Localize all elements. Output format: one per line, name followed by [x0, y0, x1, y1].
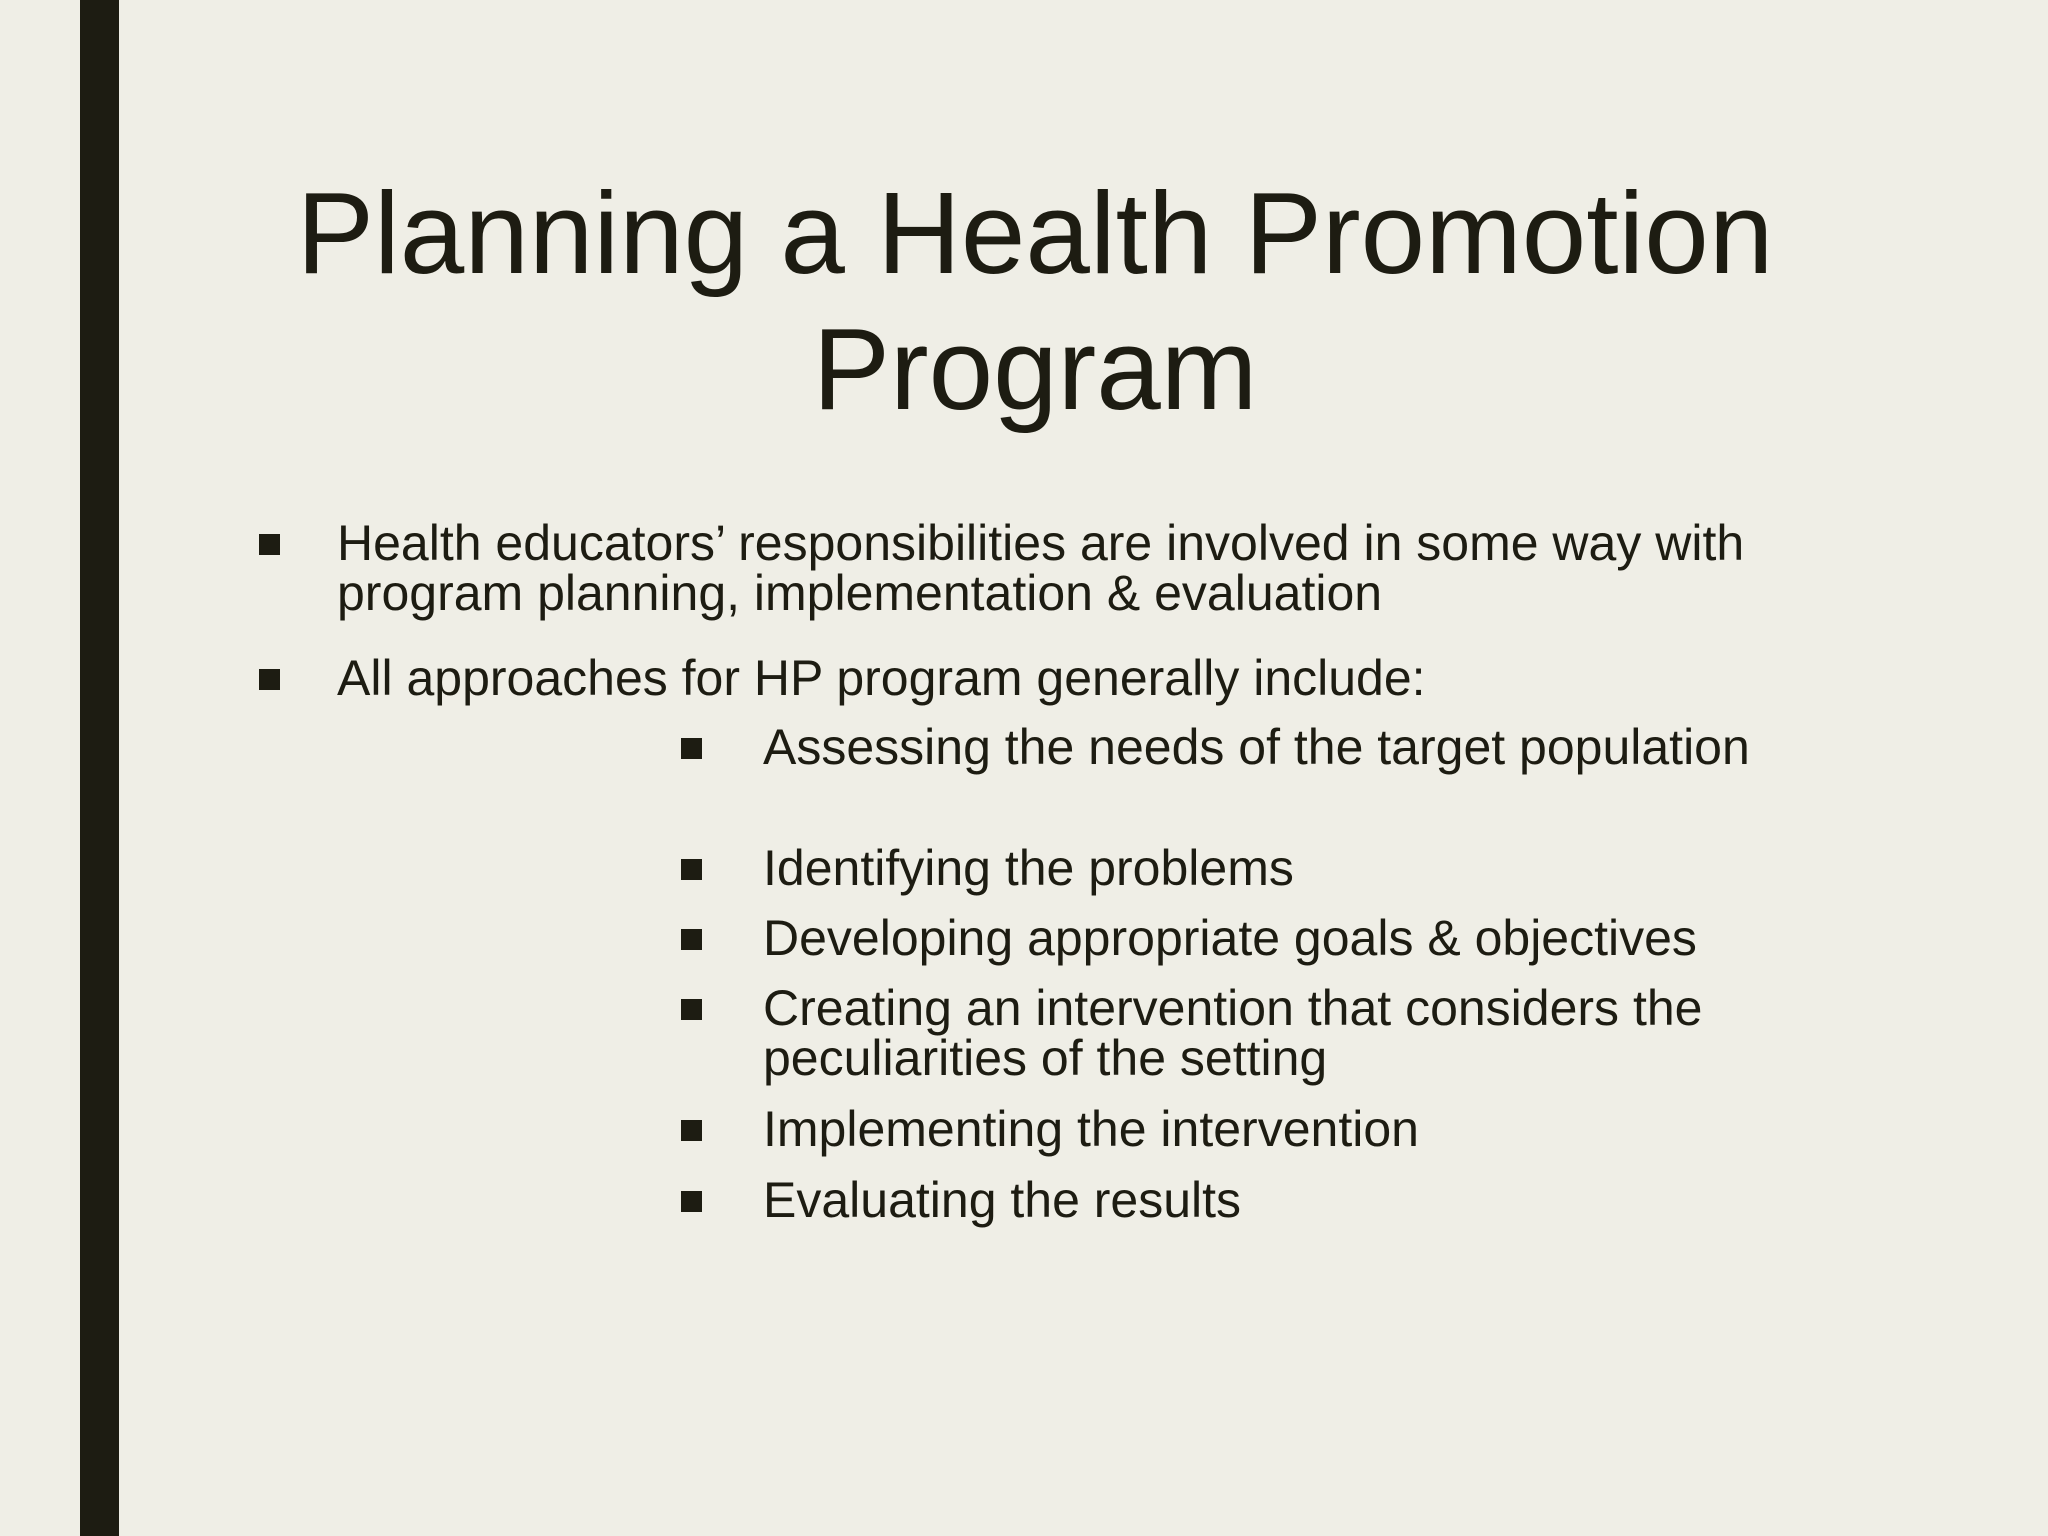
square-bullet-icon [681, 1191, 702, 1212]
sub-bullet-item [763, 1101, 1843, 1157]
bullet-item [337, 515, 1777, 621]
sub-bullet-text: Creating an intervention that considers the peculiarities of the setting [763, 980, 1703, 1086]
square-bullet-icon [259, 669, 280, 690]
sub-bullet-text: Developing appropriate goals & objectives [763, 910, 1697, 966]
square-bullet-icon [681, 1120, 702, 1141]
sub-bullet-item [763, 980, 1843, 1086]
sub-bullet-text: Identifying the problems [763, 840, 1294, 896]
sub-bullet-text: Implementing the intervention [763, 1101, 1419, 1157]
square-bullet-icon [681, 859, 702, 880]
bullet-item [337, 650, 1777, 706]
sub-bullet-item [763, 1172, 1843, 1228]
sub-bullet-text: Assessing the needs of the target population [763, 719, 1750, 775]
square-bullet-icon [681, 999, 702, 1020]
sub-bullet-item [763, 840, 1843, 896]
bullet-text: All approaches for HP program generally include: [337, 650, 1426, 706]
square-bullet-icon [259, 534, 280, 555]
sub-bullet-item [763, 719, 1843, 775]
bullet-text: Health educators’ responsibilities are involved in some way with program planning, implementation & evaluation [337, 515, 1745, 621]
square-bullet-icon [681, 738, 702, 759]
sub-bullet-text: Evaluating the results [763, 1172, 1242, 1228]
sub-bullet-item [763, 910, 1843, 966]
square-bullet-icon [681, 929, 702, 950]
slide-title: Planning a Health Promotion Program [296, 168, 1774, 434]
